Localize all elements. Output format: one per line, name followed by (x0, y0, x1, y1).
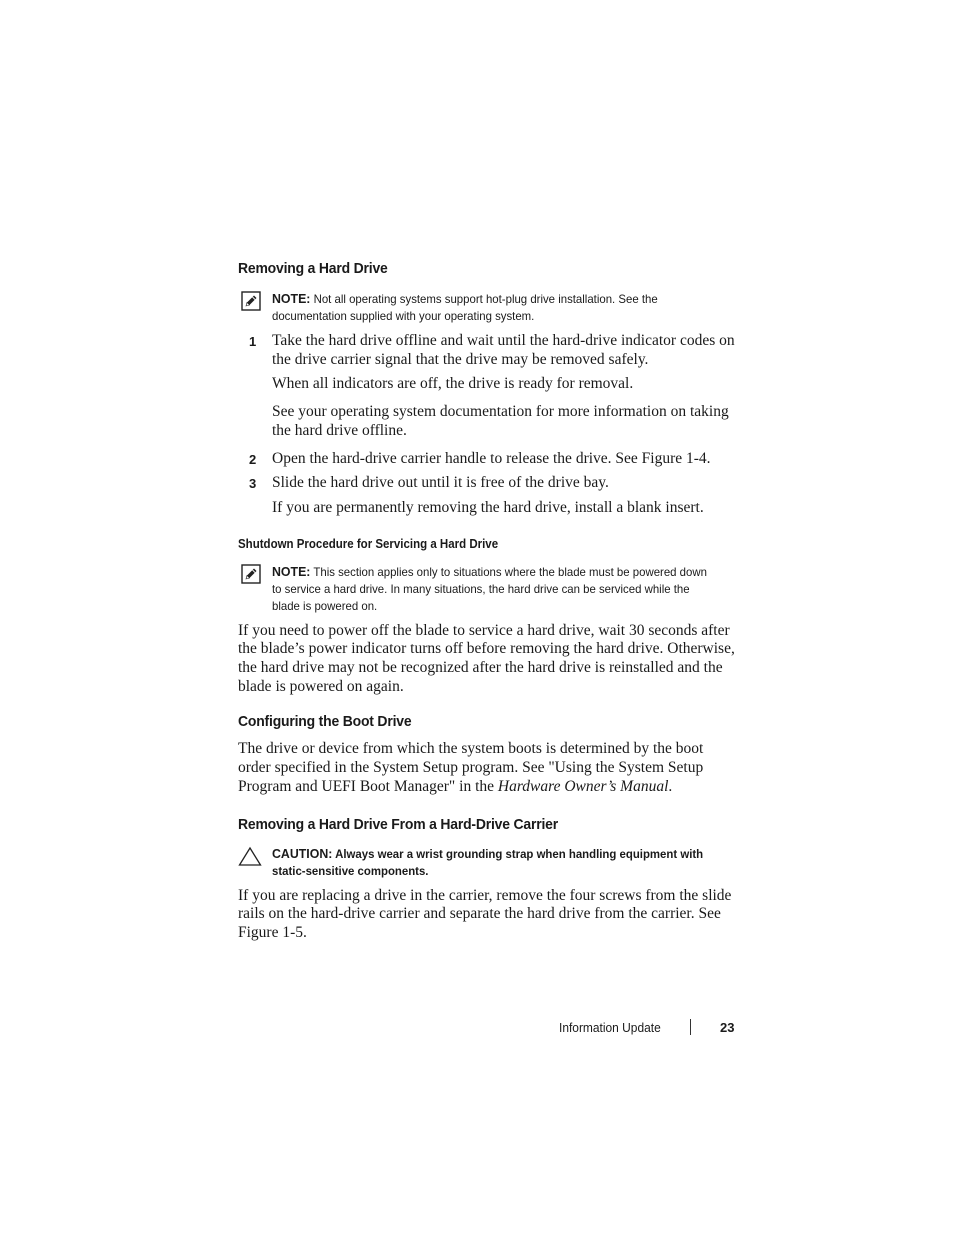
heading-shutdown-procedure: Shutdown Procedure for Servicing a Hard Drive (238, 536, 499, 551)
step-subtext: When all indicators are off, the drive is ready for removal. (272, 375, 634, 393)
note-text: This section applies only to situations where the blade must be powered down to service a hard drive. In many situations, the hard drive can be serviced while the blade is powered on. (272, 564, 707, 613)
caution-triangle-icon (238, 846, 262, 866)
step-1 (238, 332, 738, 441)
heading-configuring-boot-drive: Configuring the Boot Drive (238, 713, 412, 731)
heading-removing-hard-drive: Removing a Hard Drive (238, 260, 388, 277)
carrier-paragraph: If you are replacing a drive in the carrier, remove the four screws from the slide rails on the hard-drive carrier and separate the hard drive from the carrier. See Figure 1-5. (238, 886, 732, 941)
boot-drive-text: The drive or device from which the system boots is determined by the boot order specified in the System Setup program. See "Using the System Setup Program and UEFI Boot Manager" in the (238, 740, 704, 795)
step-number: 1 (249, 334, 257, 349)
step-text: Take the hard drive offline and wait until the hard-drive indicator codes on the drive carrier signal that the drive may be removed safely. (272, 332, 735, 368)
footer-section-name: Information Update (559, 1020, 661, 1035)
step-text: Open the hard-drive carrier handle to release the drive. See Figure 1-4. (272, 449, 711, 467)
pencil-note-icon (241, 291, 261, 311)
step-number: 2 (249, 451, 257, 467)
step-subtext: See your operating system documentation for more information on taking the hard drive offline. (272, 403, 729, 439)
boot-drive-paragraph (238, 740, 738, 796)
note-power-down (238, 563, 738, 615)
page-number: 23 (720, 1020, 735, 1035)
step-number: 3 (249, 476, 257, 492)
step-3 (238, 474, 738, 517)
note-hot-plug (238, 290, 738, 325)
note-label: NOTE: (272, 291, 311, 306)
shutdown-paragraph: If you need to power off the blade to service a hard drive, wait 30 seconds after the blade’s power indicator turns off before removing the hard drive. Otherwise, the hard drive may not be recognized after the hard drive is reinstalled and the blade is powered on again. (238, 621, 735, 695)
heading-removing-from-carrier: Removing a Hard Drive From a Hard-Drive Carrier (238, 815, 558, 833)
manual-title: Hardware Owner’s Manual (497, 777, 669, 795)
step-2 (238, 450, 738, 469)
caution-label: CAUTION: (272, 845, 333, 861)
boot-drive-text-end: . (668, 777, 673, 795)
page-content (238, 258, 738, 943)
pencil-note-icon (241, 564, 261, 584)
note-label: NOTE: (272, 563, 311, 579)
note-text: Not all operating systems support hot-plug drive installation. See the documentation supplied with your operating system. (272, 292, 658, 323)
footer-divider (690, 1019, 691, 1035)
caution-text: Always wear a wrist grounding strap when handling equipment with static-sensitive components. (272, 846, 704, 878)
caution-grounding (238, 845, 738, 880)
step-subtext: If you are permanently removing the hard drive, install a blank insert. (272, 498, 704, 516)
step-text: Slide the hard drive out until it is free of the drive bay. (272, 474, 609, 492)
